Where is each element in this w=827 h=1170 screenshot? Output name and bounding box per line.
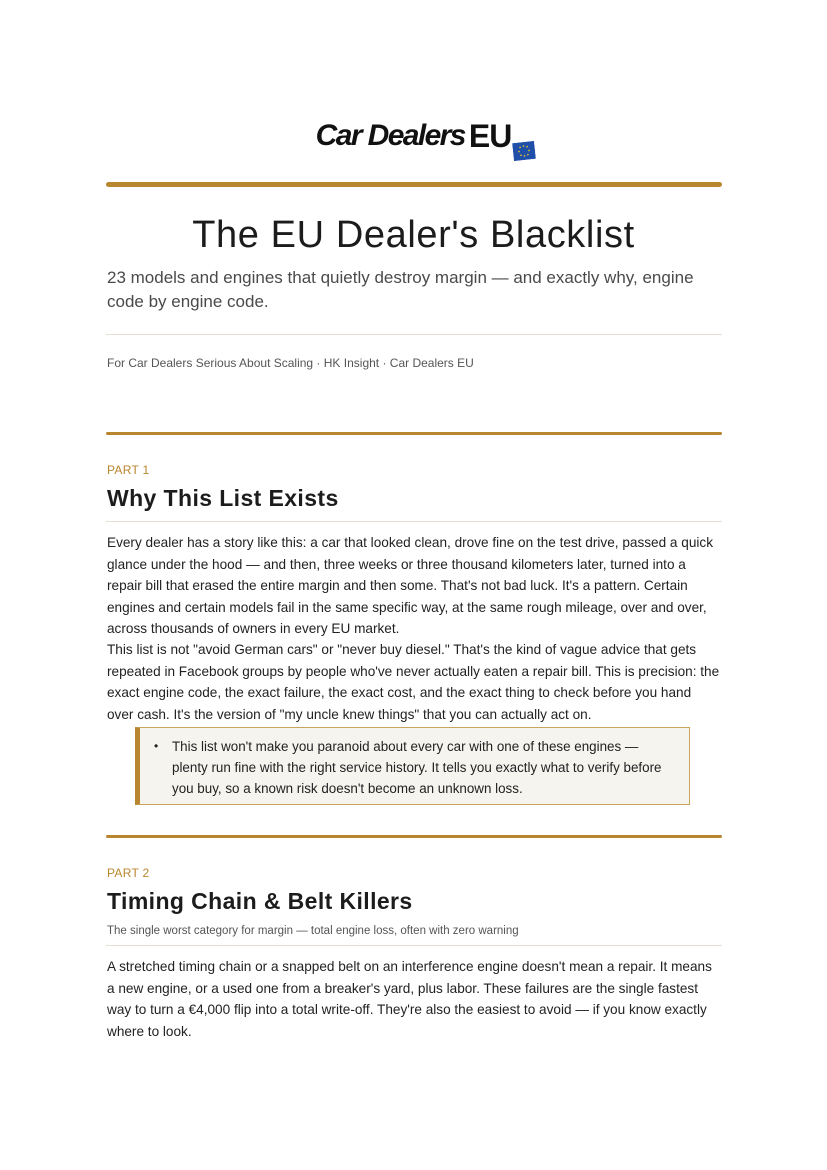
part2-note-divider [106,945,722,946]
part1-label: PART 1 [107,463,150,477]
header-rule [106,182,722,187]
brand-wordmark: Car Dealers [315,119,465,152]
part2-rule [106,835,722,838]
callout-text: This list won't make you paranoid about every car with one of these engines — plenty run fine with the right service history. It tells you exactly what to verify before you buy, so a known risk doesn't become an unknown loss. [172,739,662,796]
callout-box [135,727,690,805]
callout-item [154,736,669,799]
brand-logo [0,116,827,166]
document-meta: For Car Dealers Serious About Scaling · HK Insight · Car Dealers EU [107,356,474,370]
part2-title: Timing Chain & Belt Killers [107,888,413,914]
part1-paragraph-2: This list is not "avoid German cars" or "never buy diesel." That's the kind of vague advice that gets repeated in Facebook groups by people who've never actually eaten a repair bill. This is precision: the exact engine code, the exact failure, the exact cost, and the exact thing to check before you hand over cash. It's the version of "my uncle knew things" that you can actually act on. [107,642,720,722]
part1-paragraph-1: Every dealer has a story like this: a car that looked clean, drove fine on the test drive, passed a quick glance under the hood — and then, three weeks or three thousand kilometers later, turned into a repair bill that erased the entire margin and then some. That's not bad luck. It's a pattern. Certain engines and certain models fail in the same specific way, at the same rough mileage, over and over, across thousands of owners in every EU market. [107,535,714,637]
document-subtitle: 23 models and engines that quietly destroy margin — and exactly why, engine code by engine code. [107,268,694,311]
part2-paragraph: A stretched timing chain or a snapped belt on an interference engine doesn't mean a repair. It means a new engine, or a used one from a breaker's yard, plus labor. These failures are the single fastest way to turn a €4,000 flip into a total write-off. They're also the easiest to avoid — if you know exactly where to look. [107,959,712,1039]
bullet-icon: • [154,739,159,753]
document-title: The EU Dealer's Blacklist [192,214,635,256]
part2-note: The single worst category for margin — total engine loss, often with zero warning [107,925,519,937]
brand-eu-text: EU [468,118,512,154]
part2-label: PART 2 [107,866,150,880]
eu-flag-icon [512,141,536,161]
brand-eu-suffix [469,116,511,156]
part1-title: Why This List Exists [107,485,339,511]
part1-title-divider [106,521,722,522]
subtitle-divider [106,334,722,335]
part1-rule [106,432,722,435]
